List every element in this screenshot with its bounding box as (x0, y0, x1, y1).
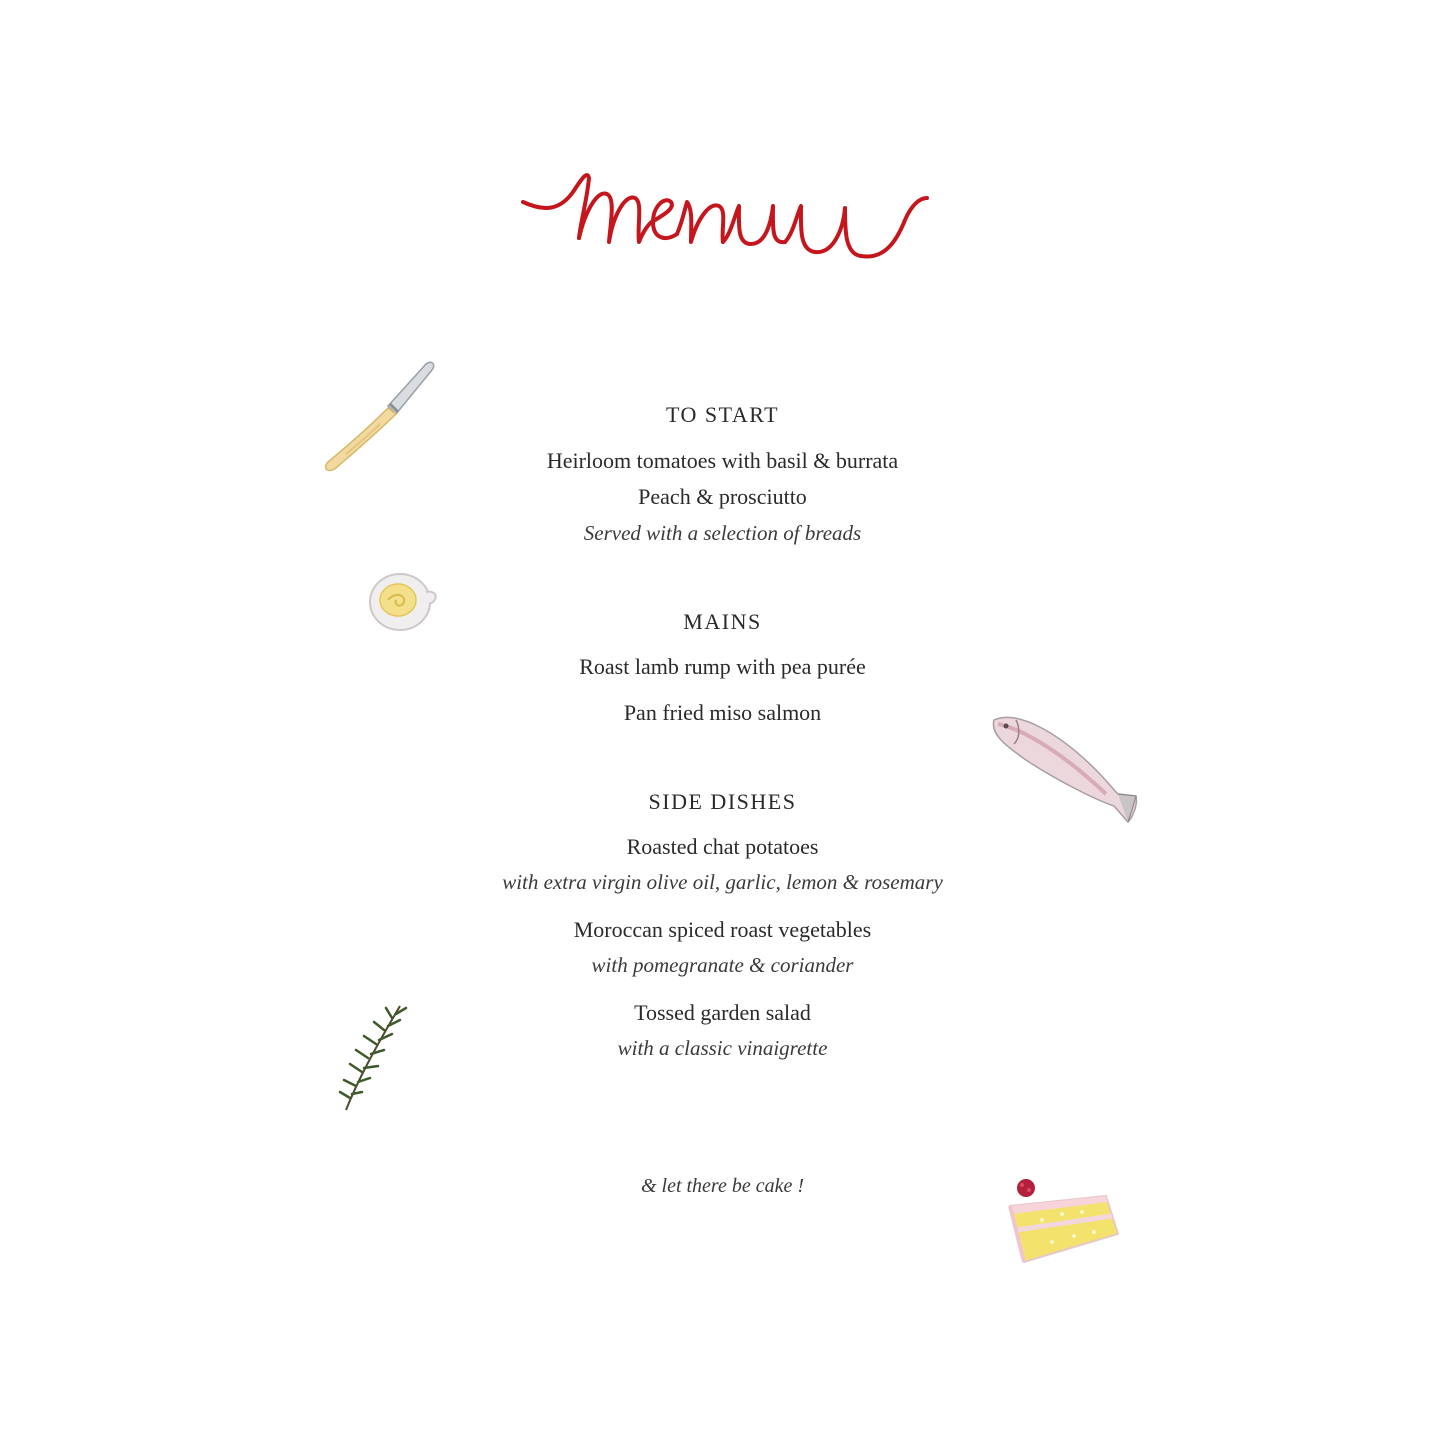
dish-chat-potatoes-description: with extra virgin olive oil, garlic, lemon & rosemary (502, 870, 943, 894)
dish-miso-salmon: Pan fried miso salmon (623, 700, 822, 725)
dish-garden-salad: Tossed garden salad (634, 1000, 811, 1025)
fish-icon (986, 710, 1146, 830)
menu-title-lettering (515, 150, 935, 280)
cake-slice-icon (1002, 1174, 1126, 1270)
closing-line: & let there be cake ! (640, 1175, 805, 1197)
dish-chat-potatoes: Roasted chat potatoes (626, 834, 819, 859)
dish-roast-vegetables-description: with pomegranate & coriander (591, 953, 854, 977)
butter-knife-icon (318, 356, 438, 476)
dish-roast-vegetables: Moroccan spiced roast vegetables (573, 917, 872, 942)
rosemary-sprig-icon (334, 1000, 414, 1116)
section-heading-side-dishes: SIDE DISHES (648, 789, 797, 814)
butter-dish-icon (364, 570, 444, 634)
dish-garden-salad-description: with a classic vinaigrette (617, 1036, 828, 1060)
section-heading-to-start: TO START (665, 402, 780, 427)
section-note-breads: Served with a selection of breads (583, 521, 862, 545)
dish-heirloom-tomatoes: Heirloom tomatoes with basil & burrata (546, 448, 899, 473)
dish-roast-lamb: Roast lamb rump with pea purée (579, 654, 866, 679)
section-heading-mains: MAINS (683, 609, 762, 634)
dish-peach-prosciutto: Peach & prosciutto (638, 484, 807, 509)
